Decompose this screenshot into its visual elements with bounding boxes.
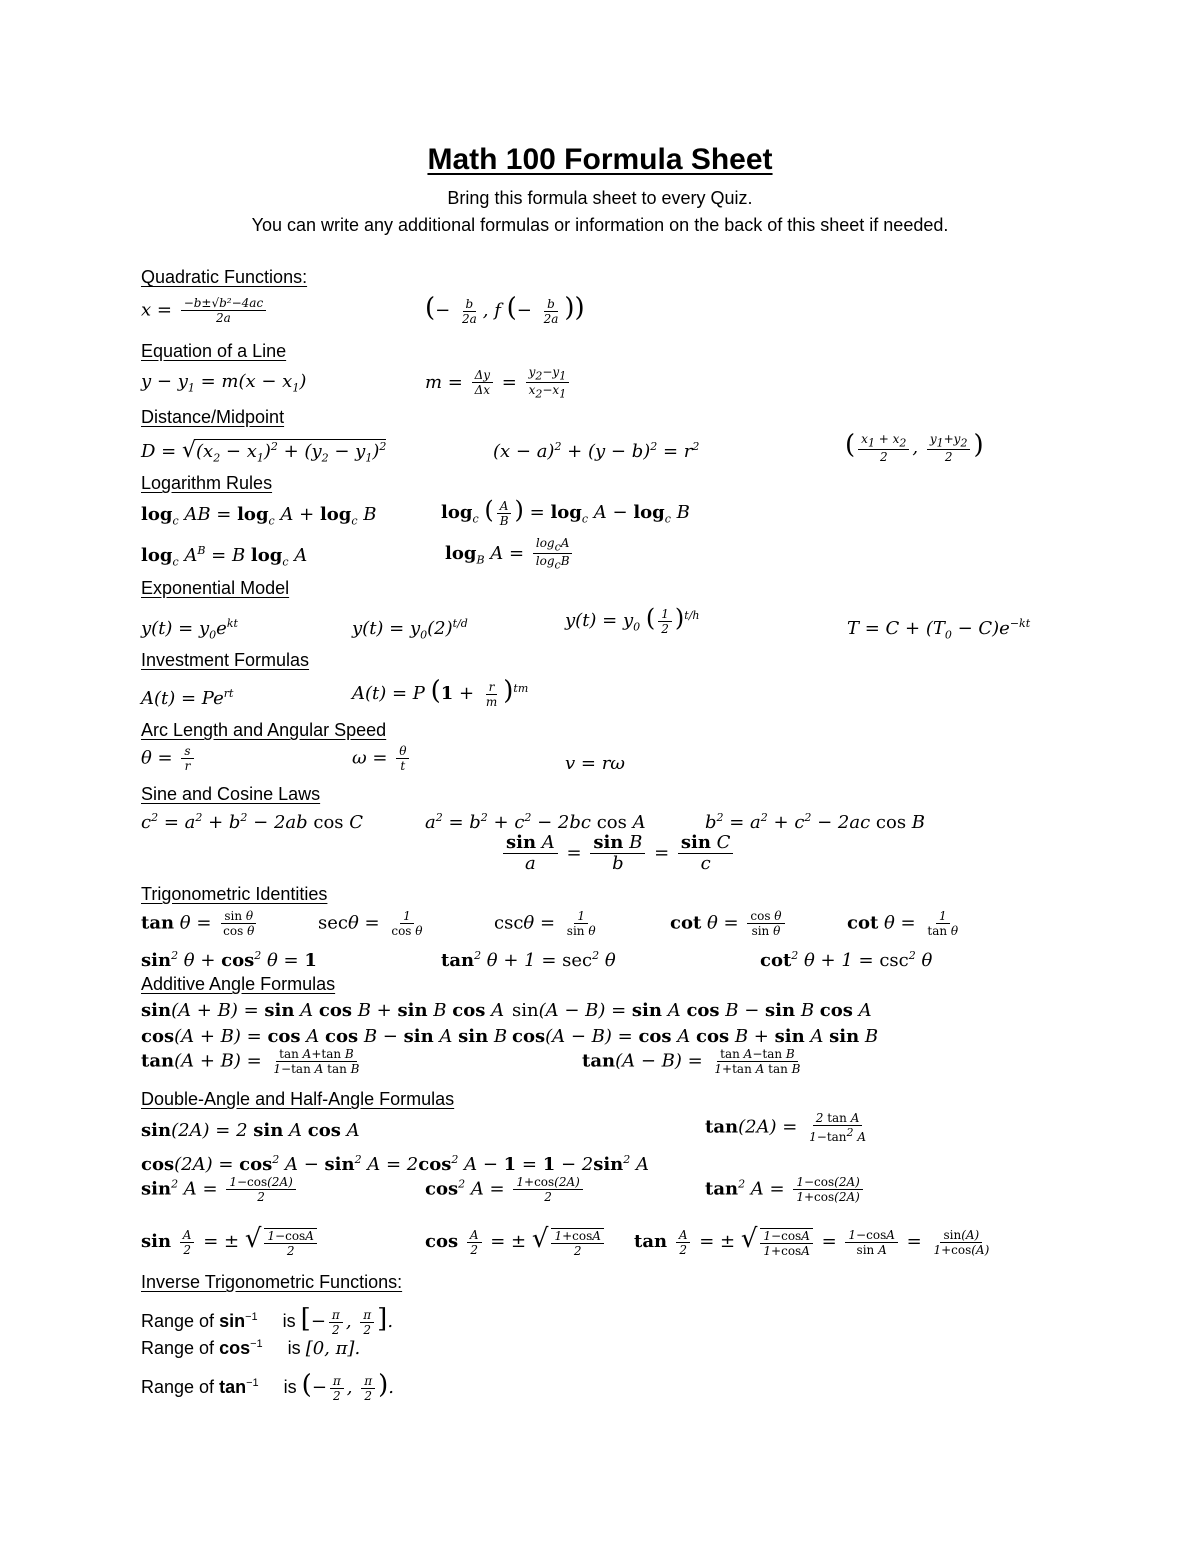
subtitle-instruction: Bring this formula sheet to every Quiz.: [447, 188, 753, 208]
midpoint-formula: ( $\frac{x_1 + x_2}{2}$ , $\frac{y_1+y_2}{2}$ ): [845, 430, 984, 465]
pythagorean-identity-2: $\tan^2 \theta + 1 = \sec^2 \theta$: [441, 949, 616, 971]
tan-half-angle: tan $\frac{A}{2}$ = ± √ $\frac{1-\cos A}{1+\cos A}$ = $\frac{1-\cos A}{\text{sin A}}$ = $\frac{\sin(A)}{1+\cos(A)}$: [634, 1224, 990, 1258]
cot-identity-ratio: cot θ = $\frac{\text{cos θ}}{\text{sin θ}}$: [670, 910, 788, 937]
csc-identity: cscθ = $\frac{1}{\text{sin θ}}$: [494, 909, 596, 938]
cot-identity-reciprocal: cot θ = $\frac{1}{\text{tan θ}}$: [847, 909, 959, 938]
newton-cooling: $T = C + (T_0 - C)e^{-kt}$: [847, 617, 1031, 642]
cosine-law-a: $a^2 = b^2 + c^2 - 2bc$ cos A: [425, 811, 646, 833]
section-double-half-angle: Double-Angle and Half-Angle Formulas: [141, 1089, 455, 1109]
subtitle-note: You can write any additional formulas or information on the back of this sheet if needed.: [251, 215, 949, 235]
sin-difference-formula: sin(A − B) = sin A cos B − sin B cos A: [512, 1000, 872, 1021]
point-slope-formula: $y - y_1 = m(x - x_1)$: [141, 371, 307, 395]
section-distance-midpoint: Distance/Midpoint: [141, 407, 285, 427]
pythagorean-identity-1: $\sin^2 \theta + \cos^2 \theta = 1$: [141, 949, 317, 971]
range-arctan: Range of $\tan^{-1}$ is (− $\frac{\pi}{2}$ , $\frac{\pi}{2}$ ).: [141, 1370, 395, 1403]
log-power-rule: $\log_c A^B = B$ $\log_c A$: [141, 544, 308, 569]
change-of-base-rule: $\log_B A$ = $\frac{\log_cA}{\log_cB}$: [445, 537, 576, 571]
slope-formula: m = $\frac{\Delta y}{\Delta x}$ = $\frac{y_2-y_1}{x_2-x_1}$: [425, 366, 572, 400]
section-arc-length: Arc Length and Angular Speed: [141, 720, 387, 740]
cos-double-angle: $\cos(2A) = \cos^2 A - \sin^2 A = 2\cos^2$ $A - 1 = 1 - 2\sin^2$ A: [141, 1153, 649, 1175]
sine-law: $\frac{\text{sin A}}{a}$ = $\frac{\text{sin B}}{b}$ = $\frac{\text{sin C}}{c}$: [500, 834, 736, 873]
log-product-rule: $\log_c$ AB = $\log_c A + \log_c B$: [141, 504, 377, 528]
section-quadratic-functions: Quadratic Functions:: [141, 267, 308, 287]
exponential-growth: $y(t) = y_0e^{kt}$: [141, 617, 238, 642]
range-arcsin: Range of $\sin^{-1}$ is [− $\frac{\pi}{2}$ , $\frac{\pi}{2}$ ].: [141, 1304, 394, 1337]
tan-squared-formula: $\tan^2 A$ = $\frac{1-\cos(2A)}{1+\cos(2A)}$: [705, 1176, 866, 1203]
linear-speed-formula: v = rω: [565, 753, 625, 774]
section-logarithm-rules: Logarithm Rules: [141, 473, 273, 493]
continuous-compounding: $A(t) = Pe^{rt}$: [141, 687, 234, 709]
cos-sum-formula: cos(A + B) = cos A cos B − sin A sin B: [141, 1026, 508, 1047]
doubling-model: $y(t) = y_0(2)^{t/d}$: [352, 617, 468, 642]
sin-double-angle: sin(2A) = 2 sin A cos A: [141, 1120, 360, 1141]
half-life-model: $y(t) = y_0$ ( $\frac{1}{2}$ )$^{t/h}$: [565, 604, 700, 636]
cos-difference-formula: cos(A − B) = cos A cos B + sin A sin B: [512, 1026, 879, 1047]
section-inverse-trig: Inverse Trigonometric Functions:: [141, 1272, 403, 1292]
section-additive-angle: Additive Angle Formulas: [141, 974, 336, 994]
tan-sum-formula: tan(A + B) = $\frac{\text{tan A+tan B}}{\text{1−tan A tan B}}$: [141, 1047, 360, 1076]
tan-difference-formula: tan(A − B) = $\frac{\text{tan A−tan B}}{\text{1+tan A tan B}}$: [582, 1047, 801, 1076]
cosine-law-c: $c^2 = a^2 + b^2 - 2ab$ cos C: [141, 811, 364, 833]
log-quotient-rule: $\log_c$ ( $\frac{A}{B}$ ) = $\log_c A - \log_c B$: [441, 496, 690, 528]
cosine-law-b: $b^2 = a^2 + c^2 - 2ac$ cos B: [705, 811, 926, 833]
angle-arc-formula: θ = $\frac{s}{r}$: [141, 745, 197, 772]
section-exponential-model: Exponential Model: [141, 578, 290, 598]
sec-identity: secθ = $\frac{1}{\text{cos θ}}$: [318, 909, 423, 938]
cos-half-angle: cos $\frac{A}{2}$ = ± √ $\frac{1+\cos A}{2}$: [425, 1226, 607, 1257]
distance-formula: $D = √(x_2 - x_1)^2 + (y_2 - y_1)^2$: [141, 438, 387, 465]
cos-squared-formula: $\cos^2 A$ = $\frac{1+\cos(2A)}{2}$: [425, 1176, 586, 1203]
section-sine-cosine-laws: Sine and Cosine Laws: [141, 784, 321, 804]
circle-equation: $(x - a)^2 + (y - b)^2 = r^2$: [493, 440, 700, 462]
section-equation-of-a-line: Equation of a Line: [141, 341, 287, 361]
quadratic-formula: x = $\frac{\text{−b±√b²−4ac}}{2a}$: [141, 297, 269, 324]
angular-speed-formula: ω = $\frac{\theta}{t}$: [352, 745, 412, 772]
sin-half-angle: sin $\frac{A}{2}$ = ± √ $\frac{1-\cos A}{2}$: [141, 1226, 320, 1257]
sin-sum-formula: sin(A + B) = sin A cos B + sin B cos A: [141, 1000, 505, 1021]
periodic-compounding: A(t) = P (1 + $\frac{r}{m}$ )$^{tm}$: [352, 676, 529, 709]
sin-squared-formula: $\sin^2 A$ = $\frac{1-\cos(2A)}{2}$: [141, 1176, 299, 1203]
section-investment-formulas: Investment Formulas: [141, 650, 310, 670]
pythagorean-identity-3: $\cot^2 \theta + 1 = \csc^2 \theta$: [760, 949, 933, 971]
range-arccos: Range of $\cos^{-1}$ is [0, π].: [141, 1338, 361, 1359]
section-trig-identities: Trigonometric Identities: [141, 884, 328, 904]
tan-double-angle: tan(2A) = $\frac{\text{2 tan A}}{1-\tan^2 A}$: [705, 1111, 867, 1144]
page-title: Math 100 Formula Sheet: [427, 143, 773, 176]
vertex-formula: (− $\frac{b}{2a}$ , f (− $\frac{b}{2a}$ )): [425, 293, 585, 326]
tan-identity: tan θ = $\frac{\text{sin θ}}{\text{cos θ}}$: [141, 909, 255, 938]
